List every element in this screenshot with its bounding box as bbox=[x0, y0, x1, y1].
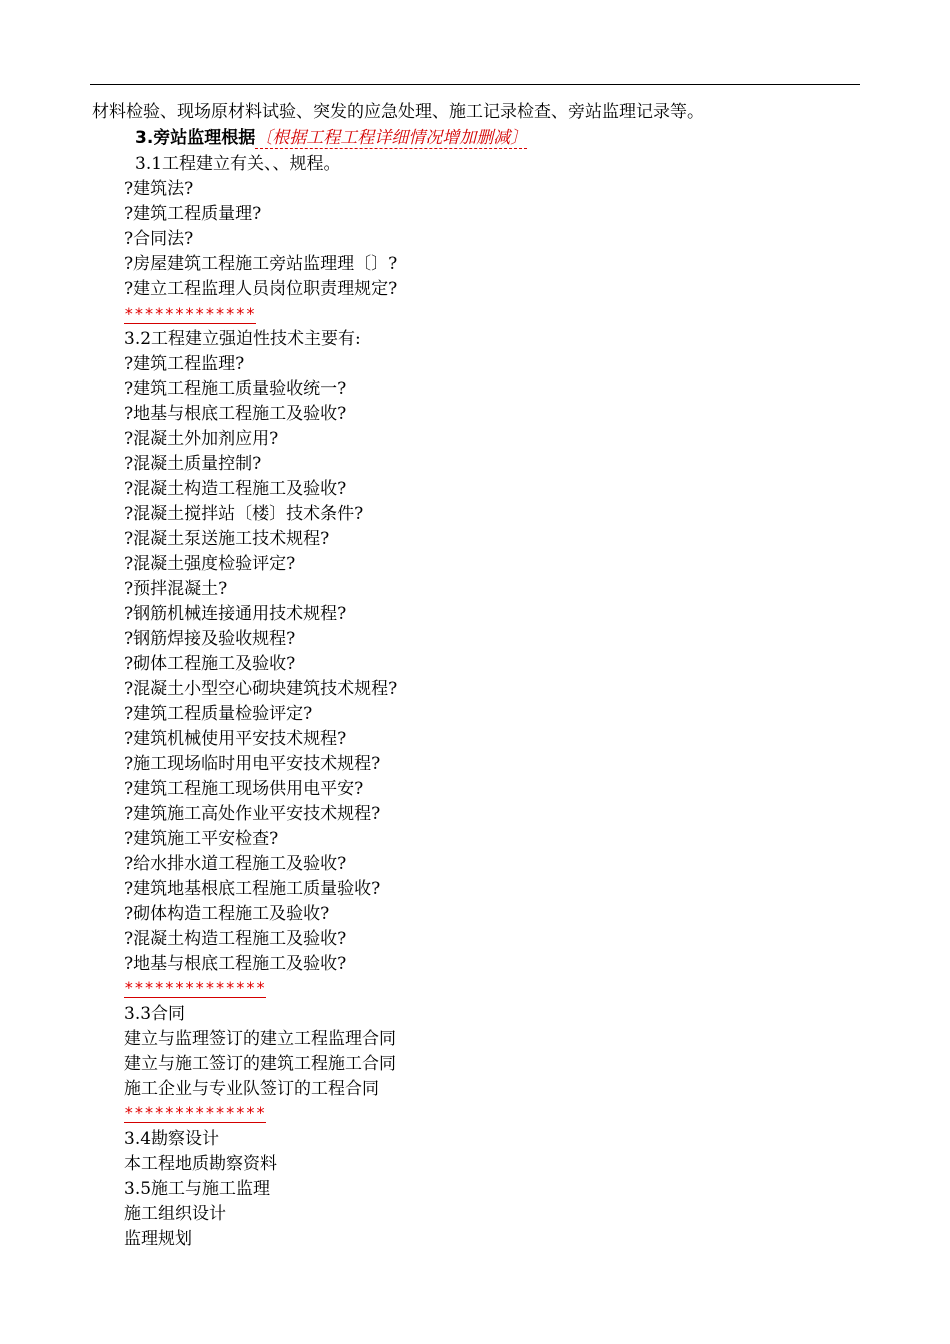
list-item: ?混凝土搅拌站〔楼〕技术条件? bbox=[124, 504, 364, 524]
list-item: ?砌体构造工程施工及验收? bbox=[124, 904, 330, 924]
list-item: ?施工现场临时用电平安技术规程? bbox=[124, 754, 381, 774]
s32-title: 3.2工程建立强迫性技术主要有: bbox=[124, 329, 361, 349]
s35-title: 3.5施工与施工监理 bbox=[124, 1179, 271, 1199]
list-item: ?钢筋机械连接通用技术规程? bbox=[124, 604, 347, 624]
list-item: ?建筑工程质量理? bbox=[124, 204, 262, 224]
list-item: ?建筑工程质量检验评定? bbox=[124, 704, 313, 724]
list-item: ?混凝土构造工程施工及验收? bbox=[124, 479, 347, 499]
list-item: ?建筑法? bbox=[124, 179, 194, 199]
list-item: ?钢筋焊接及验收规程? bbox=[124, 629, 296, 649]
list-item: 施工组织设计 bbox=[124, 1204, 226, 1224]
list-item: ?混凝土构造工程施工及验收? bbox=[124, 929, 347, 949]
list-item: ?建筑机械使用平安技术规程? bbox=[124, 729, 347, 749]
list-item: ?地基与根底工程施工及验收? bbox=[124, 954, 347, 974]
header-rule bbox=[90, 84, 860, 85]
list-item: ?混凝土强度检验评定? bbox=[124, 554, 296, 574]
separator-stars-2: ************** bbox=[124, 978, 266, 997]
list-item: 监理规划 bbox=[124, 1229, 192, 1249]
section-3-heading-row bbox=[135, 126, 527, 150]
list-item: ?建筑工程监理? bbox=[124, 354, 245, 374]
list-item: ?混凝土泵送施工技术规程? bbox=[124, 529, 330, 549]
list-item: ?混凝土小型空心砌块建筑技术规程? bbox=[124, 679, 398, 699]
list-item: 建立与监理签订的建立工程监理合同 bbox=[124, 1029, 396, 1049]
list-item: ?混凝土质量控制? bbox=[124, 454, 262, 474]
list-item: 建立与施工签订的建筑工程施工合同 bbox=[124, 1054, 396, 1074]
s31-title: 3.1工程建立有关、、规程。 bbox=[135, 154, 341, 174]
list-item: ?砌体工程施工及验收? bbox=[124, 654, 296, 674]
list-item: ?混凝土外加剂应用? bbox=[124, 429, 279, 449]
list-item: 施工企业与专业队签订的工程合同 bbox=[124, 1079, 379, 1099]
s33-title: 3.3合同 bbox=[124, 1004, 186, 1024]
section-3-heading: 3.旁站监理根据 bbox=[135, 128, 256, 148]
separator-stars-3: ************** bbox=[124, 1103, 266, 1122]
section-3-note: 〔根据工程工程详细情况增加删减〕 bbox=[255, 128, 528, 148]
list-item: ?合同法? bbox=[124, 229, 194, 249]
list-item: ?建筑工程施工现场供用电平安? bbox=[124, 779, 364, 799]
list-item: ?地基与根底工程施工及验收? bbox=[124, 404, 347, 424]
list-item: ?建筑施工高处作业平安技术规程? bbox=[124, 804, 381, 824]
list-item: ?建筑工程施工质量验收统一? bbox=[124, 379, 347, 399]
list-item: ?给水排水道工程施工及验收? bbox=[124, 854, 347, 874]
separator-stars-1: ************* bbox=[124, 304, 256, 323]
list-item: ?预拌混凝土? bbox=[124, 579, 228, 599]
s34-title: 3.4勘察设计 bbox=[124, 1129, 220, 1149]
list-item: ?建立工程监理人员岗位职责理规定? bbox=[124, 279, 398, 299]
intro-line: 材料检验、现场原材料试验、突发的应急处理、施工记录检查、旁站监理记录等。 bbox=[92, 102, 704, 122]
list-item: ?建筑地基根底工程施工质量验收? bbox=[124, 879, 381, 899]
list-item: ?房屋建筑工程施工旁站监理理〔〕? bbox=[124, 254, 398, 274]
list-item: 本工程地质勘察资料 bbox=[124, 1154, 277, 1174]
list-item: ?建筑施工平安检查? bbox=[124, 829, 279, 849]
